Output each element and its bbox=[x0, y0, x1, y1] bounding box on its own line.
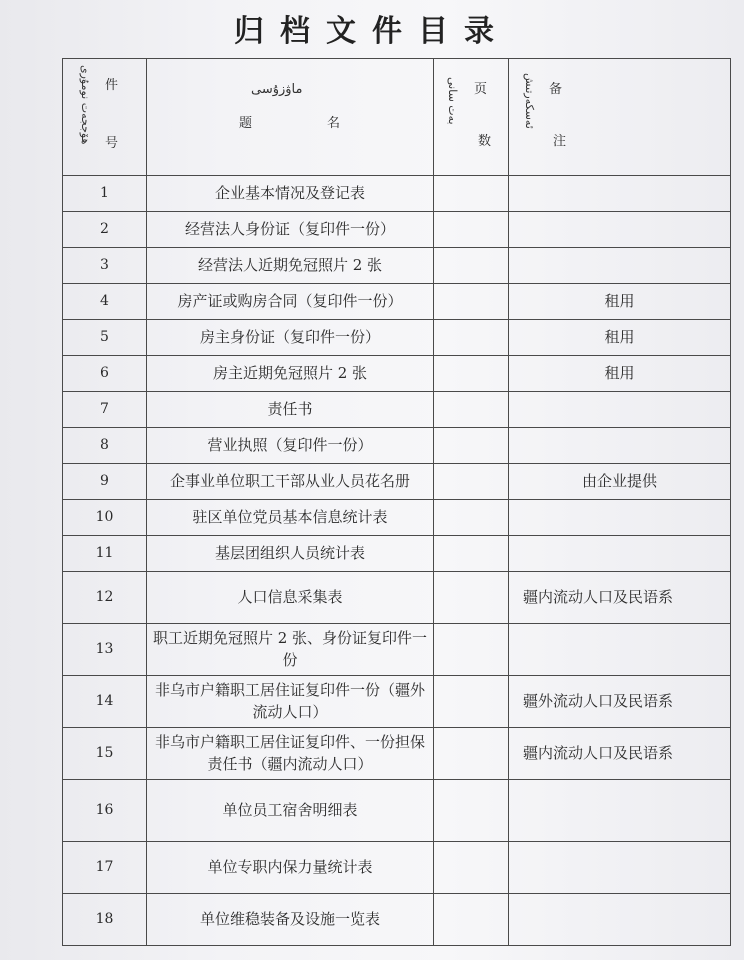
row-pages bbox=[434, 392, 509, 428]
archive-table-sheet bbox=[62, 58, 730, 928]
table-row bbox=[63, 248, 731, 284]
row-title: 单位员工宿舍明细表 bbox=[147, 780, 434, 842]
table-row bbox=[63, 392, 731, 428]
header-pages-uyghur: بەت سانى bbox=[445, 77, 459, 125]
row-title: 非乌市户籍职工居住证复印件、一份担保责任书（疆内流动人口） bbox=[147, 728, 434, 780]
row-title: 企业基本情况及登记表 bbox=[147, 176, 434, 212]
row-number: 6 bbox=[63, 356, 147, 392]
header-title-zh-1: 题 bbox=[239, 116, 253, 131]
table-row bbox=[63, 212, 731, 248]
table-row bbox=[63, 284, 731, 320]
row-number: 4 bbox=[63, 284, 147, 320]
row-number: 18 bbox=[63, 894, 147, 946]
header-notes-uyghur: ئەسكەرتىش bbox=[522, 73, 536, 129]
row-title: 经营法人身份证（复印件一份） bbox=[147, 212, 434, 248]
header-notes-zh-2: 注 bbox=[553, 134, 567, 149]
row-title: 基层团组织人员统计表 bbox=[147, 536, 434, 572]
row-pages bbox=[434, 894, 509, 946]
table-row bbox=[63, 464, 731, 500]
header-title-zh-2: 名 bbox=[327, 116, 341, 131]
row-pages bbox=[434, 212, 509, 248]
row-number: 14 bbox=[63, 676, 147, 728]
header-no-zh-1: 件 bbox=[105, 78, 119, 93]
header-no-uyghur: ھۆججەت نومۇرى bbox=[78, 65, 92, 145]
row-note bbox=[509, 176, 731, 212]
row-number: 9 bbox=[63, 464, 147, 500]
header-pages-zh-2: 数 bbox=[478, 134, 492, 149]
row-pages bbox=[434, 728, 509, 780]
row-pages bbox=[434, 676, 509, 728]
row-title: 单位专职内保力量统计表 bbox=[147, 842, 434, 894]
row-number: 8 bbox=[63, 428, 147, 464]
row-pages bbox=[434, 536, 509, 572]
row-note: 租用 bbox=[509, 284, 731, 320]
row-number: 15 bbox=[63, 728, 147, 780]
row-note: 租用 bbox=[509, 356, 731, 392]
table-row bbox=[63, 320, 731, 356]
row-title: 责任书 bbox=[147, 392, 434, 428]
row-number: 7 bbox=[63, 392, 147, 428]
table-row bbox=[63, 176, 731, 212]
row-number: 3 bbox=[63, 248, 147, 284]
row-number: 13 bbox=[63, 624, 147, 676]
table-row bbox=[63, 536, 731, 572]
row-pages bbox=[434, 780, 509, 842]
row-note bbox=[509, 248, 731, 284]
row-number: 12 bbox=[63, 572, 147, 624]
row-note: 疆外流动人口及民语系 bbox=[509, 676, 731, 728]
row-pages bbox=[434, 248, 509, 284]
table-row bbox=[63, 356, 731, 392]
row-note: 疆内流动人口及民语系 bbox=[509, 572, 731, 624]
table-row bbox=[63, 894, 731, 946]
table-row bbox=[63, 624, 731, 676]
table-row bbox=[63, 500, 731, 536]
row-title: 房产证或购房合同（复印件一份） bbox=[147, 284, 434, 320]
archive-file-table bbox=[62, 58, 731, 946]
header-pages bbox=[434, 59, 509, 176]
row-pages bbox=[434, 464, 509, 500]
row-pages bbox=[434, 500, 509, 536]
row-title: 驻区单位党员基本信息统计表 bbox=[147, 500, 434, 536]
row-note bbox=[509, 212, 731, 248]
row-number: 2 bbox=[63, 212, 147, 248]
row-note: 由企业提供 bbox=[509, 464, 731, 500]
row-note bbox=[509, 428, 731, 464]
row-note bbox=[509, 842, 731, 894]
row-title: 非乌市户籍职工居住证复印件一份（疆外流动人口） bbox=[147, 676, 434, 728]
header-title-uyghur: ماۋزۇسى bbox=[251, 82, 303, 97]
row-title: 职工近期免冠照片 2 张、身份证复印件一份 bbox=[147, 624, 434, 676]
row-note bbox=[509, 392, 731, 428]
row-pages bbox=[434, 320, 509, 356]
page-title: 归档文件目录 bbox=[234, 14, 510, 49]
table-row bbox=[63, 780, 731, 842]
table-row bbox=[63, 842, 731, 894]
header-notes-zh-1: 备 bbox=[549, 82, 563, 97]
row-title: 营业执照（复印件一份） bbox=[147, 428, 434, 464]
header-pages-zh-1: 页 bbox=[474, 82, 488, 97]
table-row bbox=[63, 428, 731, 464]
row-title: 房主近期免冠照片 2 张 bbox=[147, 356, 434, 392]
row-number: 5 bbox=[63, 320, 147, 356]
row-note bbox=[509, 780, 731, 842]
row-note bbox=[509, 500, 731, 536]
table-row bbox=[63, 728, 731, 780]
table-header-row bbox=[63, 59, 731, 176]
row-title: 单位维稳装备及设施一览表 bbox=[147, 894, 434, 946]
row-note: 租用 bbox=[509, 320, 731, 356]
row-note: 疆内流动人口及民语系 bbox=[509, 728, 731, 780]
row-title: 人口信息采集表 bbox=[147, 572, 434, 624]
row-title: 企事业单位职工干部从业人员花名册 bbox=[147, 464, 434, 500]
row-pages bbox=[434, 624, 509, 676]
row-title: 经营法人近期免冠照片 2 张 bbox=[147, 248, 434, 284]
table-row bbox=[63, 572, 731, 624]
row-note bbox=[509, 624, 731, 676]
row-pages bbox=[434, 572, 509, 624]
header-title bbox=[147, 59, 434, 176]
row-number: 17 bbox=[63, 842, 147, 894]
row-pages bbox=[434, 842, 509, 894]
header-notes bbox=[509, 59, 731, 176]
row-title: 房主身份证（复印件一份） bbox=[147, 320, 434, 356]
header-no-zh-2: 号 bbox=[105, 136, 119, 151]
row-number: 1 bbox=[63, 176, 147, 212]
header-file-number bbox=[63, 59, 147, 176]
row-number: 16 bbox=[63, 780, 147, 842]
row-note bbox=[509, 894, 731, 946]
row-pages bbox=[434, 284, 509, 320]
row-pages bbox=[434, 356, 509, 392]
row-pages bbox=[434, 428, 509, 464]
row-number: 10 bbox=[63, 500, 147, 536]
row-note bbox=[509, 536, 731, 572]
row-pages bbox=[434, 176, 509, 212]
table-row bbox=[63, 676, 731, 728]
row-number: 11 bbox=[63, 536, 147, 572]
